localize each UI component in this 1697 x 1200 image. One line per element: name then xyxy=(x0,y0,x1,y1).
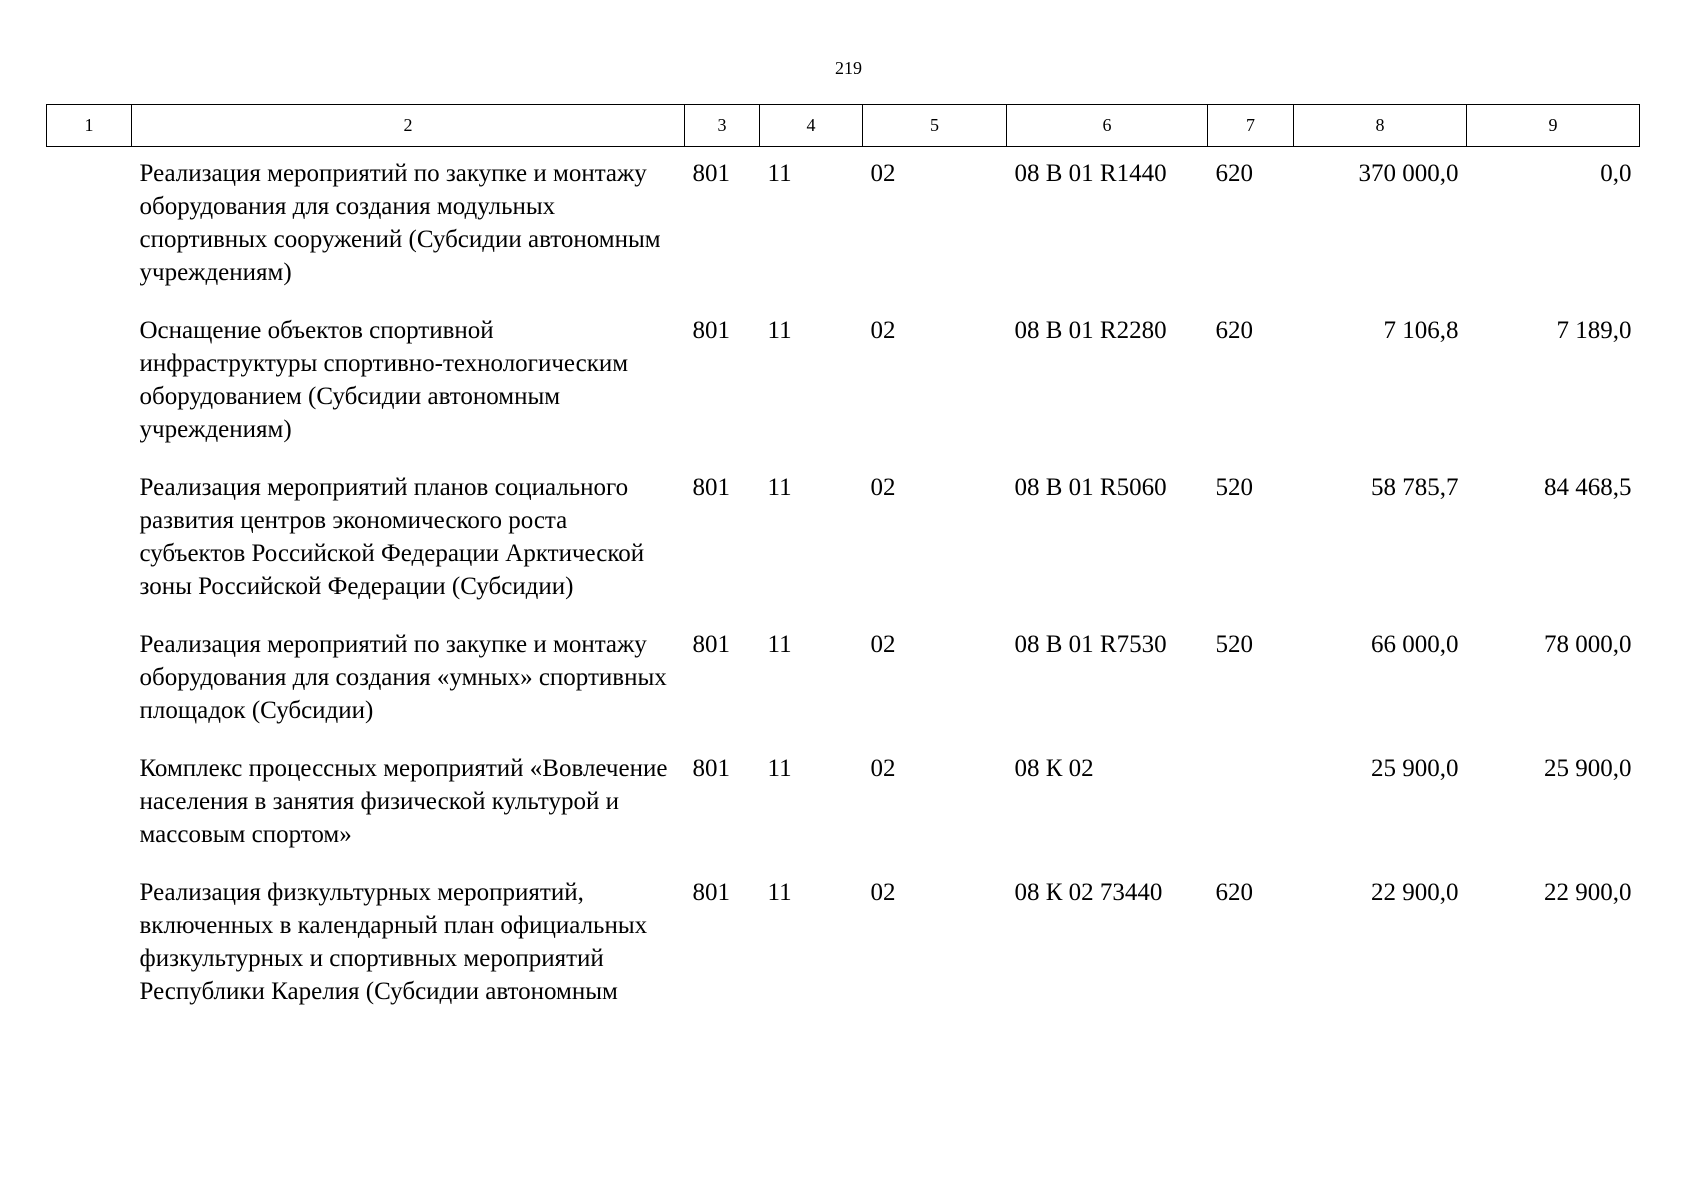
cell-target-article: 08 В 01 R7530 xyxy=(1014,631,1167,658)
cell-amount-1: 7 106,8 xyxy=(1383,317,1459,344)
header-col-3: 3 xyxy=(685,105,760,147)
cell-amount-1: 370 000,0 xyxy=(1358,160,1459,187)
table-body xyxy=(47,147,1640,1022)
header-col-9: 9 xyxy=(1467,105,1640,147)
cell-amount-2: 25 900,0 xyxy=(1544,755,1632,782)
cell-section: 11 xyxy=(767,631,792,658)
cell-section: 11 xyxy=(767,879,792,906)
header-col-6: 6 xyxy=(1007,105,1208,147)
cell-description: Реализация мероприятий планов социального развития центров экономического роста субъектов Российской Федерации Арктической зоны Российской Федерации (Субсидии) xyxy=(139,474,645,600)
cell-subsection: 02 xyxy=(870,474,896,501)
table-row xyxy=(47,616,1640,740)
cell-col1 xyxy=(47,302,132,459)
cell-amount-1: 66 000,0 xyxy=(1371,631,1459,658)
cell-target-article: 08 К 02 73440 xyxy=(1014,879,1163,906)
table-row xyxy=(47,302,1640,459)
cell-description: Оснащение объектов спортивной инфраструктуры спортивно-технологическим оборудованием (Субсидии автономным учреждениям) xyxy=(139,317,629,443)
cell-target-article: 08 В 01 R2280 xyxy=(1014,317,1167,344)
cell-amount-2: 7 189,0 xyxy=(1556,317,1632,344)
table-header xyxy=(47,105,1640,147)
cell-col1 xyxy=(47,740,132,864)
table-row xyxy=(47,740,1640,864)
cell-section: 11 xyxy=(767,317,792,344)
cell-subsection: 02 xyxy=(870,160,896,187)
cell-target-article: 08 В 01 R1440 xyxy=(1014,160,1167,187)
cell-target-article: 08 В 01 R5060 xyxy=(1014,474,1167,501)
cell-col1 xyxy=(47,147,132,303)
cell-description: Комплекс процессных мероприятий «Вовлечение населения в занятия физической культурой и массовым спортом» xyxy=(139,755,668,848)
cell-expense-type xyxy=(1208,740,1294,864)
cell-amount-2: 0,0 xyxy=(1600,160,1632,187)
cell-ministry-code: 801 xyxy=(692,631,730,658)
cell-description: Реализация мероприятий по закупке и монтажу оборудования для создания модульных спортивных сооружений (Субсидии автономным учреждениям) xyxy=(139,160,661,286)
cell-subsection: 02 xyxy=(870,755,896,782)
header-col-1: 1 xyxy=(47,105,132,147)
cell-ministry-code: 801 xyxy=(692,160,730,187)
cell-amount-2: 78 000,0 xyxy=(1544,631,1632,658)
cell-target-article: 08 К 02 xyxy=(1014,755,1094,782)
cell-section: 11 xyxy=(767,160,792,187)
cell-section: 11 xyxy=(767,755,792,782)
table-row xyxy=(47,864,1640,1021)
cell-col1 xyxy=(47,459,132,616)
cell-amount-1: 58 785,7 xyxy=(1371,474,1459,501)
cell-expense-type: 620 xyxy=(1215,879,1253,906)
cell-amount-1: 22 900,0 xyxy=(1371,879,1459,906)
header-col-7: 7 xyxy=(1208,105,1294,147)
header-row xyxy=(47,105,1640,147)
cell-expense-type: 620 xyxy=(1215,160,1253,187)
cell-amount-2: 84 468,5 xyxy=(1544,474,1632,501)
cell-ministry-code: 801 xyxy=(692,317,730,344)
cell-expense-type: 520 xyxy=(1215,474,1253,501)
header-col-4: 4 xyxy=(760,105,863,147)
cell-ministry-code: 801 xyxy=(692,879,730,906)
cell-amount-1: 25 900,0 xyxy=(1371,755,1459,782)
table-row xyxy=(47,459,1640,616)
cell-expense-type: 620 xyxy=(1215,317,1253,344)
cell-section: 11 xyxy=(767,474,792,501)
cell-description: Реализация мероприятий по закупке и монтажу оборудования для создания «умных» спортивных площадок (Субсидии) xyxy=(139,631,667,724)
budget-table xyxy=(46,104,1640,1021)
header-col-5: 5 xyxy=(863,105,1007,147)
cell-ministry-code: 801 xyxy=(692,755,730,782)
cell-col1 xyxy=(47,864,132,1021)
page-number: 219 xyxy=(835,58,862,78)
cell-subsection: 02 xyxy=(870,631,896,658)
cell-description: Реализация физкультурных мероприятий, включенных в календарный план официальных физкультурных и спортивных мероприятий Республики Карелия (Субсидии автономным xyxy=(139,879,648,1005)
header-col-8: 8 xyxy=(1294,105,1467,147)
cell-col1 xyxy=(47,616,132,740)
cell-ministry-code: 801 xyxy=(692,474,730,501)
table-row xyxy=(47,147,1640,303)
cell-expense-type: 520 xyxy=(1215,631,1253,658)
cell-amount-2: 22 900,0 xyxy=(1544,879,1632,906)
header-col-2: 2 xyxy=(132,105,685,147)
cell-subsection: 02 xyxy=(870,879,896,906)
cell-subsection: 02 xyxy=(870,317,896,344)
